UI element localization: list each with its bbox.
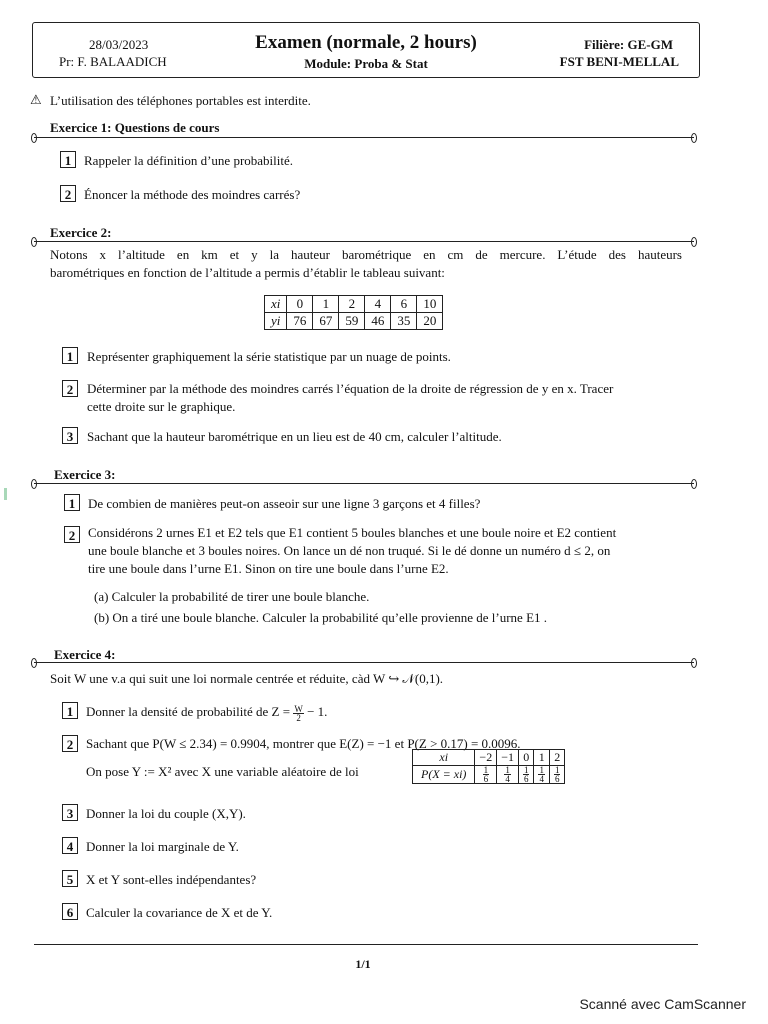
table-cell: 59 xyxy=(339,313,365,330)
ex2-question-2-line-1: Déterminer par la méthode des moindres carrés l’équation de la droite de régression de y en x. Tracer xyxy=(87,381,614,396)
ex3-question-2-line-1: Considérons 2 urnes E1 et E2 tels que E1 contient 5 boules blanches et une boule noire et E2 contient xyxy=(88,525,617,540)
table-cell xyxy=(549,766,565,784)
exercise-4-title: Exercice 4: xyxy=(54,647,116,662)
fraction xyxy=(523,766,530,783)
table-cell: 46 xyxy=(365,313,391,330)
ex4-question-2: Sachant que P(W ≤ 2.34) = 0.9904, montrer que E(Z) = −1 et P(Z > 0.17) = 0.0096. xyxy=(86,736,521,751)
phone-warning: L’utilisation des téléphones portables est interdite. xyxy=(50,93,311,108)
question-number: 2 xyxy=(62,380,78,397)
ex2-question-1: Représenter graphiquement la série statistique par un nuage de points. xyxy=(87,349,451,364)
fraction-numerator: 1 xyxy=(539,765,544,775)
p-label-cell: P(X = xi) xyxy=(413,766,475,784)
table-cell: 4 xyxy=(365,296,391,313)
filiere: Filière: GE-GM xyxy=(584,37,673,52)
ex3-question-2b: (b) On a tiré une boule blanche. Calculer la probabilité qu’elle provienne de l’urne E1 . xyxy=(94,610,548,625)
question-number: 1 xyxy=(60,151,76,168)
school-name: FST BENI-MELLAL xyxy=(559,54,679,69)
ex4-question-2b: On pose Y := X² avec X une variable aléatoire de loi xyxy=(86,764,359,779)
x-label-cell: xi xyxy=(265,296,287,313)
fraction xyxy=(538,766,545,783)
table-cell: −2 xyxy=(475,750,497,766)
table-cell: 0 xyxy=(287,296,313,313)
y-label-cell: yi xyxy=(265,313,287,330)
ex2-intro-line-1: Notons x l’altitude en km et y la hauteur barométrique en cm de mercure. L’étude des hauteurs xyxy=(50,247,682,262)
fraction-numerator: 1 xyxy=(505,765,510,775)
table-cell: 1 xyxy=(313,296,339,313)
fraction-numerator: 1 xyxy=(554,765,560,775)
ex2-intro-line-2: barométriques en fonction de l’altitude a permis d’établir le tableau suivant: xyxy=(50,265,445,280)
fraction-numerator: 1 xyxy=(483,765,489,775)
question-number: 2 xyxy=(62,735,78,752)
table-cell: 20 xyxy=(417,313,443,330)
question-number: 2 xyxy=(64,526,80,543)
table-cell: 67 xyxy=(313,313,339,330)
fraction xyxy=(483,766,490,783)
ex3-question-2a: (a) Calculer la probabilité de tirer une boule blanche. xyxy=(94,589,370,604)
table-cell: 1 xyxy=(534,750,550,766)
fraction-numerator: W xyxy=(294,703,303,714)
fraction xyxy=(554,766,561,783)
table-cell: 35 xyxy=(391,313,417,330)
ex3-question-1: De combien de manières peut-on asseoir sur une ligne 3 garçons et 4 filles? xyxy=(88,496,481,511)
exercise-1-divider xyxy=(34,137,694,138)
fraction-denominator: 4 xyxy=(505,774,510,784)
table-cell: 76 xyxy=(287,313,313,330)
exercise-2-divider xyxy=(34,241,694,242)
table-cell: 2 xyxy=(339,296,365,313)
scanner-watermark: Scanné avec CamScanner xyxy=(579,996,746,1012)
fraction xyxy=(504,766,511,783)
table-cell xyxy=(475,766,497,784)
table-cell xyxy=(497,766,519,784)
exam-header xyxy=(32,22,700,78)
table-cell: 0 xyxy=(518,750,534,766)
x-label-cell: xi xyxy=(413,750,475,766)
ex1-question-2: Énoncer la méthode des moindres carrés? xyxy=(84,187,301,202)
scan-artifact xyxy=(4,488,7,500)
question-number: 6 xyxy=(62,903,78,920)
question-number: 1 xyxy=(62,702,78,719)
table-cell: 10 xyxy=(417,296,443,313)
fraction-denominator: 6 xyxy=(523,774,529,784)
page-number: 1/1 xyxy=(355,957,371,971)
fraction-denominator: 6 xyxy=(554,774,560,784)
table-row xyxy=(265,313,443,330)
warning-icon: ⚠ xyxy=(30,93,42,108)
ex4-question-6: Calculer la covariance de X et de Y. xyxy=(86,905,273,920)
exercise-2-title: Exercice 2: xyxy=(50,225,112,240)
question-number: 1 xyxy=(62,347,78,364)
ex3-question-2-line-3: tire une boule dans l’urne E1. Sinon on tire une boule dans l’urne E2. xyxy=(88,561,449,576)
ex4-question-4: Donner la loi marginale de Y. xyxy=(86,839,239,854)
table-cell: 6 xyxy=(391,296,417,313)
ex4-question-1-text: Donner la densité de probabilité de Z = xyxy=(86,704,291,719)
fraction-numerator: 1 xyxy=(523,765,529,775)
ex2-question-2-line-2: cette droite sur le graphique. xyxy=(87,399,236,414)
footer-divider xyxy=(34,944,698,945)
exercise-3-divider xyxy=(34,483,694,484)
exam-date: 28/03/2023 xyxy=(89,37,149,52)
question-number: 2 xyxy=(60,185,76,202)
fraction-denominator: 2 xyxy=(296,712,301,723)
exercise-1-title: Exercice 1: Questions de cours xyxy=(50,120,220,135)
ex2-question-3: Sachant que la hauteur barométrique en un lieu est de 40 cm, calculer l’altitude. xyxy=(87,429,502,444)
table-row xyxy=(413,766,565,784)
question-number: 3 xyxy=(62,804,78,821)
ex4-intro: Soit W une v.a qui suit une loi normale centrée et réduite, càd W ↪ 𝒩(0,1). xyxy=(50,671,444,686)
table-cell: −1 xyxy=(497,750,519,766)
question-number: 5 xyxy=(62,870,78,887)
exercise-4-divider xyxy=(34,662,694,663)
exercise-3-title: Exercice 3: xyxy=(54,467,116,482)
ex4-question-5: X et Y sont-elles indépendantes? xyxy=(86,872,257,887)
table-row xyxy=(265,296,443,313)
ex1-question-1: Rappeler la définition d’une probabilité. xyxy=(84,153,294,168)
table-cell: 2 xyxy=(549,750,565,766)
module-name: Module: Proba & Stat xyxy=(304,56,428,71)
exam-title: Examen (normale, 2 hours) xyxy=(255,32,477,53)
question-number: 4 xyxy=(62,837,78,854)
fraction-denominator: 4 xyxy=(539,774,544,784)
table-row xyxy=(413,750,565,766)
table-cell xyxy=(518,766,534,784)
ex4-question-1 xyxy=(86,703,327,722)
table-cell xyxy=(534,766,550,784)
question-number: 1 xyxy=(64,494,80,511)
ex4-question-1-tail: − 1. xyxy=(307,704,328,719)
altitude-pressure-table xyxy=(264,295,443,330)
fraction-denominator: 6 xyxy=(483,774,489,784)
fraction xyxy=(293,705,304,722)
distribution-table xyxy=(412,749,565,784)
question-number: 3 xyxy=(62,427,78,444)
ex4-question-3: Donner la loi du couple (X,Y). xyxy=(86,806,246,821)
professor-name: Pr: F. BALAADICH xyxy=(59,54,167,69)
ex3-question-2-line-2: une boule blanche et 3 boules noires. On lance un dé non truqué. Si le dé donne un numéro d ≤ 2, on xyxy=(88,543,611,558)
